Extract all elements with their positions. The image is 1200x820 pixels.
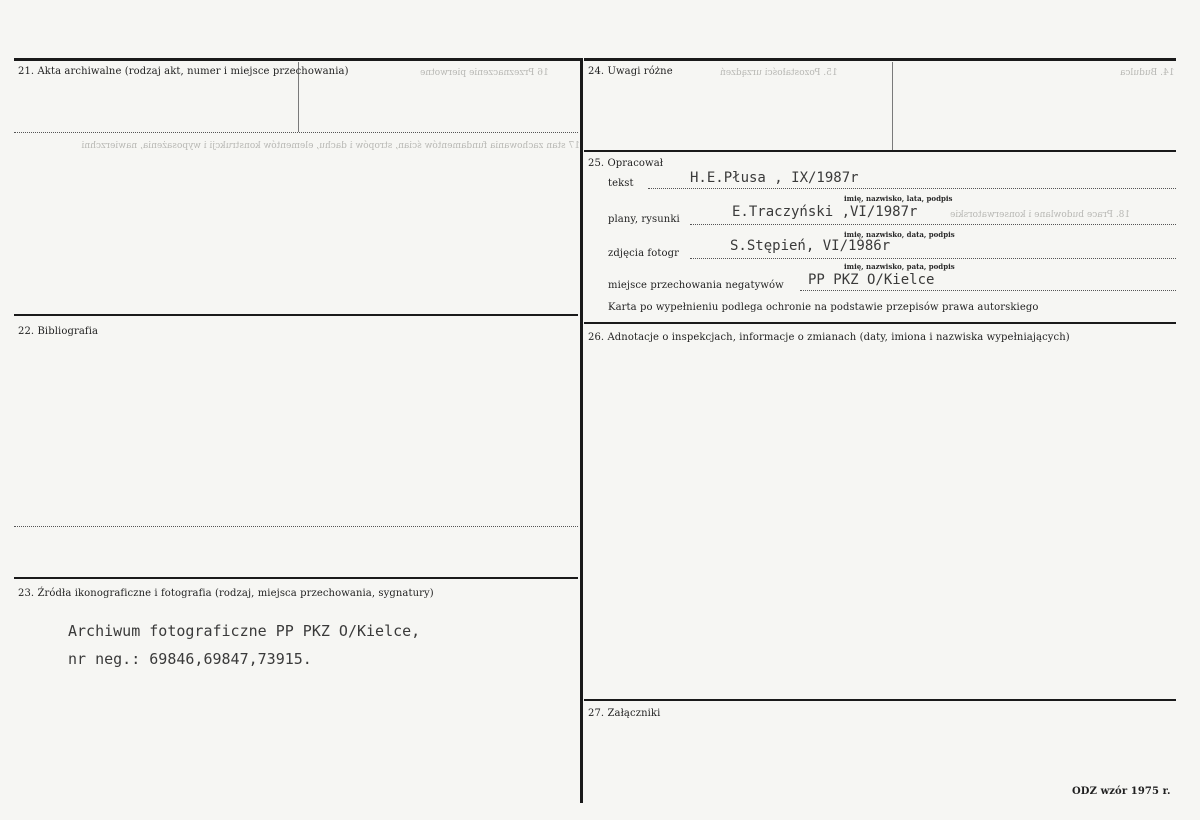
s25-photos-line — [690, 258, 1176, 259]
s25-photos-hint: imię, nazwisko, pata, podpis — [844, 262, 955, 271]
rule-26-27 — [584, 699, 1176, 701]
s25-photos-value: S.Stępień, VI/1986r — [730, 238, 891, 254]
section-27-label: 27. Załączniki — [588, 708, 661, 719]
s24-inner-divider — [892, 62, 893, 150]
s25-plans-value: E.Traczyński ,VI/1987r — [732, 204, 918, 220]
top-rule-left — [14, 58, 580, 61]
show-through-text-a: 16 Przeznaczenie pierwotne — [420, 68, 549, 78]
s25-negatives-label: miejsce przechowania negatywów — [608, 280, 784, 291]
section-23-typed-line-2: nr neg.: 69846,69847,73915. — [68, 650, 312, 668]
show-through-text-e: 17 stan zachowania fundamentów ścian, stropów i dachu, elementów konstrukcji i wyposażenia, nawierzchni — [81, 141, 580, 151]
top-rule-right — [584, 58, 1176, 61]
section-22-label: 22. Bibliografia — [18, 326, 99, 337]
s25-text-value: H.E.Płusa , IX/1987r — [690, 170, 859, 186]
rule-21-22 — [14, 314, 578, 316]
section-21-label: 21. Akta archiwalne (rodzaj akt, numer i miejsce przechowania) — [18, 66, 349, 77]
rule-25-26 — [584, 322, 1176, 324]
rule-22-23 — [14, 577, 578, 579]
s25-negatives-value: PP PKZ O/Kielce — [808, 272, 935, 288]
s25-negatives-line — [800, 290, 1176, 291]
s25-photos-label: zdjęcia fotogr — [608, 248, 679, 259]
s25-text-hint: imię, nazwisko, lata, podpis — [844, 194, 953, 203]
center-vertical-rule — [580, 58, 583, 803]
section-23-label: 23. Źródła ikonograficzne i fotografia (rodzaj, miejsca przechowania, sygnatury) — [18, 588, 434, 599]
rule-24-25 — [584, 150, 1176, 152]
s25-text-label: tekst — [608, 178, 634, 189]
show-through-text-c: 14. Budulca — [1120, 68, 1175, 78]
s25-copyright-note: Karta po wypełnieniu podlega ochronie na podstawie przepisów prawa autorskiego — [608, 302, 1039, 313]
section-25-label: 25. Opracował — [588, 158, 664, 169]
s22-dotted-line — [14, 526, 578, 527]
show-through-text-b: 15. Pozostałości urządzeń — [720, 68, 838, 78]
section-26-label: 26. Adnotacje o inspekcjach, informacje o zmianach (daty, imiona i nazwiska wypełniających) — [588, 332, 1070, 343]
s25-plans-label: plany, rysunki — [608, 214, 680, 225]
section-23-typed-line-1: Archiwum fotograficzne PP PKZ O/Kielce, — [68, 622, 421, 640]
s25-text-line — [648, 188, 1176, 189]
s21-dotted-line — [14, 132, 578, 133]
form-id-footer: ODZ wzór 1975 r. — [1072, 786, 1171, 797]
show-through-text-d: 18. Prace budowlane i konserwatorskie — [950, 210, 1131, 220]
section-24-label: 24. Uwagi różne — [588, 66, 673, 77]
s25-plans-hint: imię, nazwisko, data, podpis — [844, 230, 955, 239]
s25-plans-line — [690, 224, 1176, 225]
